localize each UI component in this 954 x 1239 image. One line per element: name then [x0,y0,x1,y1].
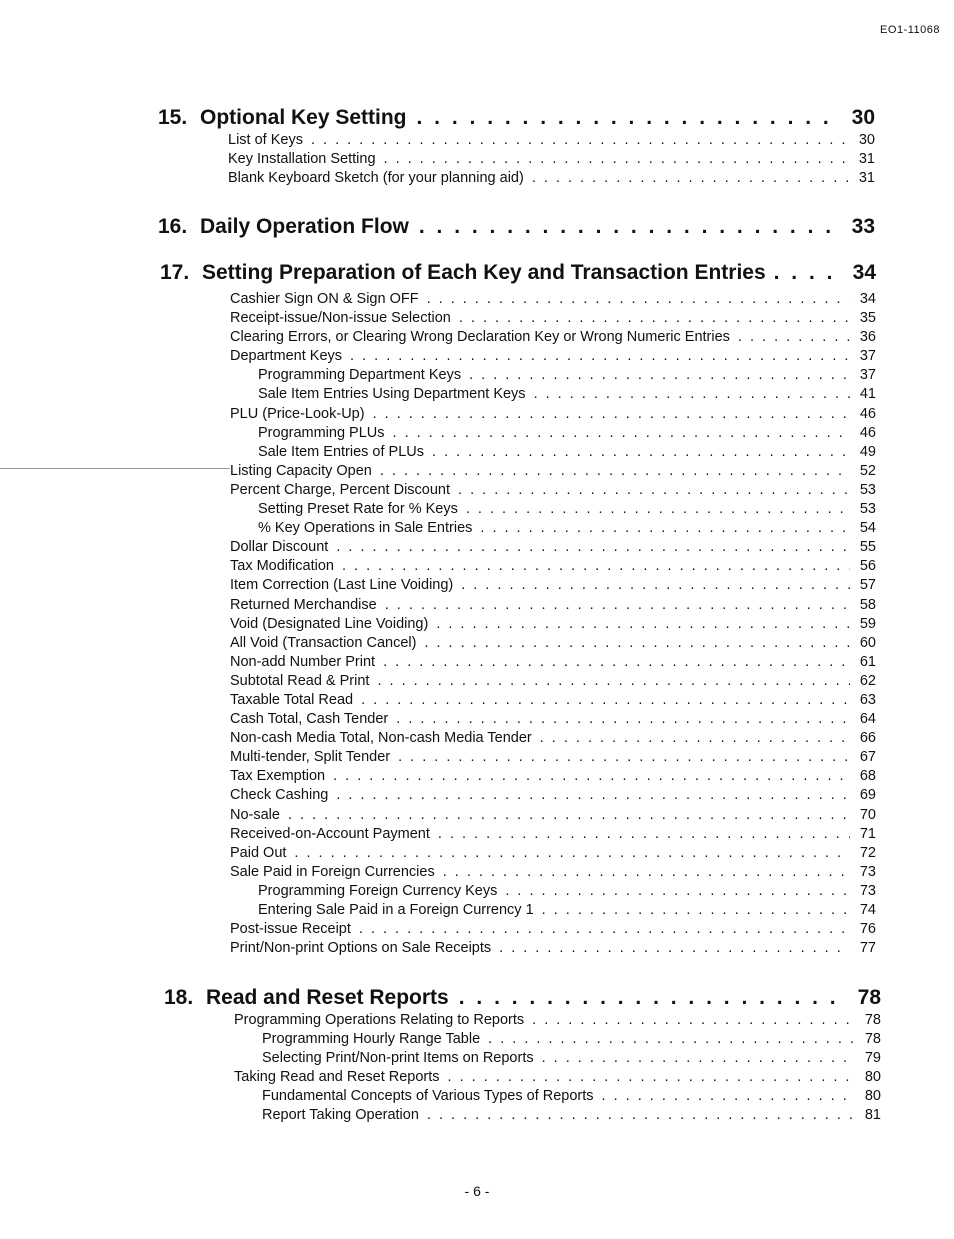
entry-label: Department Keys [230,348,343,365]
entry-page: 80 [864,1069,881,1086]
toc-entry [234,1088,881,1107]
toc-entry [230,864,876,883]
entry-label: Clearing Errors, or Clearing Wrong Declaration Key or Wrong Numeric Entries [230,329,730,346]
entry-page: 69 [859,787,876,804]
dot-leader [432,444,850,460]
dot-leader [602,1088,855,1104]
entry-label: Non-cash Media Total, Non-cash Media Tender [230,730,532,747]
dot-leader [532,170,849,186]
dot-leader [294,845,850,861]
entry-page: 78 [864,1012,881,1028]
toc-entry [230,501,876,520]
section-entries [230,291,876,959]
dot-leader [361,692,850,708]
entry-page: 81 [864,1107,881,1124]
toc-entry [230,329,876,348]
toc-entry [234,1031,881,1050]
toc-entry [230,616,876,635]
entry-label: % Key Operations in Sale Entries [258,520,473,537]
entry-label: Cashier Sign ON & Sign OFF [230,291,419,307]
entry-label: Listing Capacity Open [230,462,372,479]
entry-page: 64 [859,711,876,728]
dot-leader [342,558,850,574]
toc-entry [230,826,876,845]
dot-leader [438,826,850,842]
entry-label: Tax Modification [230,558,334,575]
entry-page: 31 [858,151,875,168]
entry-label: Programming PLUs [258,424,385,441]
dot-leader [436,616,850,632]
toc-section-17 [160,261,876,959]
entry-page: 56 [859,558,876,575]
toc-entry [230,597,876,616]
toc-entry [230,520,876,539]
dot-leader [542,1050,855,1066]
entry-page: 74 [859,902,876,918]
toc-entry [228,132,875,151]
dot-leader [459,310,850,326]
entry-label: Taxable Total Read [230,691,354,708]
entry-page: 46 [859,424,876,441]
entry-page: 35 [859,310,876,327]
entry-label: Percent Charge, Percent Discount [230,481,451,498]
entry-label: Sale Item Entries of PLUs [258,443,425,460]
entry-label: Sale Item Entries Using Department Keys [258,386,526,403]
entry-page: 77 [859,940,876,957]
dot-leader [383,654,850,670]
section-page: 78 [857,986,881,1009]
dot-leader [499,940,850,956]
section-number: 15. [158,106,188,129]
entry-label: Receipt-issue/Non-issue Selection [230,310,451,327]
toc-entry [234,1107,881,1126]
dot-leader [359,921,850,937]
entry-label: All Void (Transaction Cancel) [230,634,417,651]
entry-label: Selecting Print/Non-print Items on Reports [262,1050,534,1067]
toc-entry [230,787,876,806]
section-title: Daily Operation Flow [200,215,409,238]
entry-label: Post-issue Receipt [230,921,351,938]
entry-label: Entering Sale Paid in a Foreign Currency 1 [258,902,534,918]
toc-entry [230,444,876,463]
entry-page: 61 [859,653,876,670]
section-entries [234,1012,881,1127]
toc-entry [230,367,876,386]
dot-leader [448,1069,855,1085]
toc-entry [230,348,876,367]
entry-label: Setting Preset Rate for % Keys [258,501,458,518]
toc-entry [230,807,876,826]
toc-entry [228,170,875,189]
entry-page: 36 [859,329,876,346]
toc-section-15 [158,106,875,189]
entry-page: 53 [859,501,876,518]
section-heading [158,106,875,130]
section-heading [164,986,881,1010]
dot-leader [333,768,850,784]
entry-label: Sale Paid in Foreign Currencies [230,863,435,880]
toc-entry [230,654,876,673]
dot-leader [738,329,850,345]
toc-entry [230,425,876,444]
entry-page: 57 [859,577,876,594]
toc-entry [230,406,876,425]
dot-leader [419,215,841,239]
entry-page: 73 [859,863,876,880]
section-title: Read and Reset Reports [206,986,449,1009]
toc-entry [230,482,876,501]
toc-entry [230,539,876,558]
entry-page: 60 [859,634,876,651]
entry-label: Report Taking Operation [262,1107,419,1124]
document-id: EO1-11068 [880,24,940,36]
toc-entry [234,1012,881,1031]
entry-label: Received-on-Account Payment [230,825,430,842]
toc-entry [230,635,876,654]
entry-page: 71 [859,825,876,842]
toc-entry [230,310,876,329]
dot-leader [774,261,844,285]
dot-leader [542,902,850,918]
entry-page: 79 [864,1050,881,1067]
entry-label: Cash Total, Cash Tender [230,711,389,728]
entry-page: 80 [864,1088,881,1105]
section-page: 30 [851,106,875,129]
section-heading [160,261,876,285]
toc-entry [230,883,876,902]
dot-leader [396,711,850,727]
dot-leader [417,106,841,130]
dot-leader [469,367,850,383]
entry-page: 41 [859,386,876,403]
toc-entry [230,749,876,768]
entry-page: 63 [859,691,876,708]
entry-label: Fundamental Concepts of Various Types of Reports [262,1088,594,1105]
entry-label: Tax Exemption [230,768,326,785]
toc-entry [230,673,876,692]
dot-leader [377,673,850,689]
entry-label: No-sale [230,806,280,823]
toc-entry [230,902,876,921]
entry-label: Dollar Discount [230,539,329,556]
entry-page: 49 [859,443,876,460]
section-number: 17. [160,261,190,284]
dot-leader [424,635,850,651]
dot-leader [380,463,850,479]
entry-page: 54 [859,520,876,537]
entry-label: Item Correction (Last Line Voiding) [230,577,454,594]
entry-label: Key Installation Setting [228,151,376,168]
entry-page: 62 [859,672,876,689]
section-title: Optional Key Setting [200,106,407,129]
dot-leader [461,577,850,593]
entry-label: Non-add Number Print [230,653,376,670]
section-page: 33 [851,215,875,238]
section-title: Setting Preparation of Each Key and Transaction Entries [202,261,766,284]
toc-entry [230,463,876,482]
entry-page: 67 [859,749,876,766]
toc-entry [234,1050,881,1069]
section-number: 16. [158,215,188,238]
entry-label: Check Cashing [230,787,329,804]
dot-leader [350,348,850,364]
dot-leader [488,1031,855,1047]
dot-leader [385,597,850,613]
entry-page: 53 [859,481,876,498]
entry-page: 76 [859,921,876,938]
dot-leader [427,291,850,307]
dot-leader [458,482,850,498]
toc-section-16 [158,215,875,239]
entry-label: Paid Out [230,844,287,861]
entry-label: Void (Designated Line Voiding) [230,615,429,632]
entry-page: 30 [858,132,875,148]
dot-leader [505,883,850,899]
toc-entry [230,768,876,787]
toc-entry [230,558,876,577]
toc-section-18 [164,986,881,1127]
section-heading [158,215,875,239]
section-entries [228,132,875,189]
dot-leader [288,807,850,823]
toc-entry [230,940,876,959]
dot-leader [373,406,850,422]
dot-leader [393,425,850,441]
entry-label: Taking Read and Reset Reports [234,1069,440,1086]
entry-page: 37 [859,348,876,365]
entry-page: 52 [859,462,876,479]
entry-page: 34 [859,291,876,307]
entry-label: Programming Department Keys [258,367,462,384]
toc-entry [230,577,876,596]
dot-leader [336,539,850,555]
toc-entry [230,291,876,310]
dot-leader [398,749,850,765]
toc-entry [230,692,876,711]
entry-label: Programming Operations Relating to Reports [234,1012,525,1028]
dot-leader [443,864,850,880]
entry-page: 59 [859,615,876,632]
entry-page: 66 [859,730,876,747]
dot-leader [466,501,850,517]
dot-leader [480,520,850,536]
entry-page: 70 [859,806,876,823]
entry-page: 46 [859,405,876,422]
entry-page: 72 [859,844,876,861]
dot-leader [384,151,849,167]
section-page: 34 [852,261,876,284]
section-number: 18. [164,986,194,1009]
entry-label: List of Keys [228,132,303,148]
toc-entry [230,386,876,405]
entry-label: Returned Merchandise [230,596,377,613]
entry-page: 73 [859,882,876,899]
entry-page: 58 [859,596,876,613]
entry-page: 78 [864,1031,881,1048]
dot-leader [427,1107,855,1123]
entry-page: 68 [859,768,876,785]
entry-label: Programming Foreign Currency Keys [258,882,498,899]
entry-label: Print/Non-print Options on Sale Receipts [230,940,492,957]
entry-label: PLU (Price-Look-Up) [230,405,365,422]
entry-label: Multi-tender, Split Tender [230,749,391,766]
entry-label: Subtotal Read & Print [230,672,370,689]
entry-page: 55 [859,539,876,556]
entry-label: Blank Keyboard Sketch (for your planning aid) [228,170,524,187]
entry-page: 31 [858,170,875,187]
entry-page: 37 [859,367,876,384]
dot-leader [532,1012,855,1028]
dot-leader [459,986,847,1010]
toc-entry [230,845,876,864]
page-number: - 6 - [464,1183,490,1199]
dot-leader [540,730,850,746]
toc-entry [230,730,876,749]
toc-entry [234,1069,881,1088]
toc-entry [228,151,875,170]
dot-leader [311,132,849,148]
toc-entry [230,921,876,940]
dot-leader [534,386,850,402]
toc-entry [230,711,876,730]
dot-leader [336,787,850,803]
entry-label: Programming Hourly Range Table [262,1031,481,1048]
